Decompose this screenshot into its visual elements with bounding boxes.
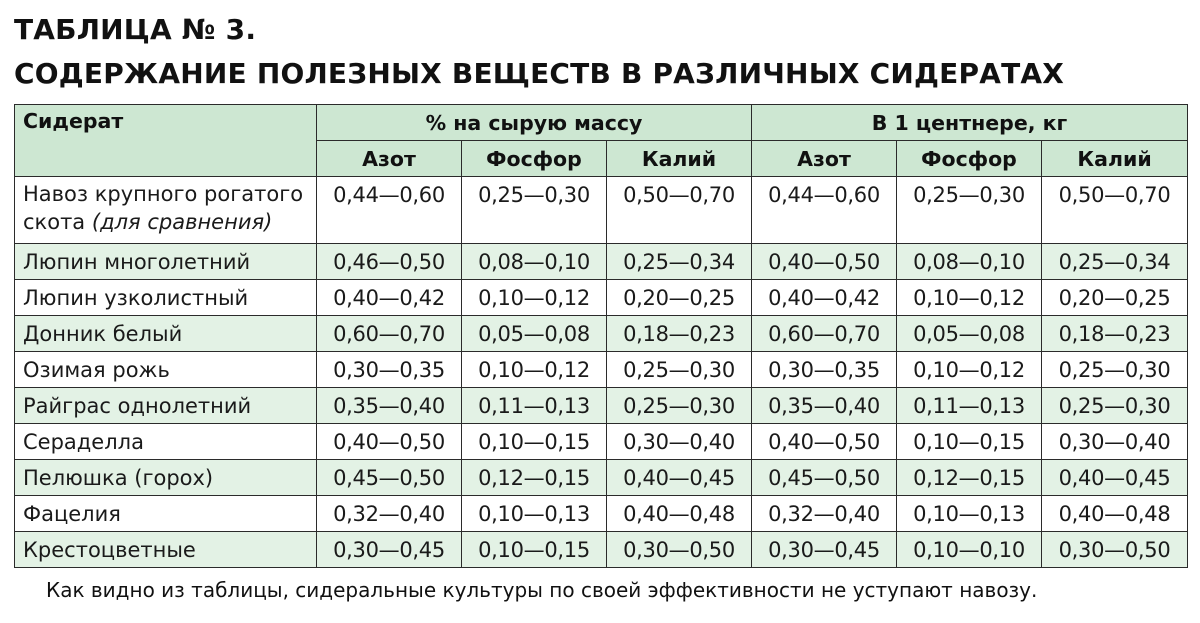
value-cell: 0,10—0,15 [897,424,1042,460]
siderat-name: Озимая рожь [23,357,170,382]
siderat-name: Донник белый [23,321,183,346]
siderat-name: Пелюшка (горох) [23,465,214,490]
table-row [15,352,1188,388]
siderat-note: (для сравнения) [91,210,273,234]
value-cell: 0,25—0,30 [462,177,607,244]
siderat-name-cell [15,280,317,316]
value-cell: 0,25—0,30 [1042,352,1188,388]
value-cell: 0,25—0,30 [897,177,1042,244]
value-cell: 0,44—0,60 [317,177,462,244]
value-cell: 0,30—0,50 [607,532,752,568]
value-cell: 0,10—0,12 [462,352,607,388]
value-cell: 0,40—0,42 [317,280,462,316]
value-cell: 0,25—0,30 [607,352,752,388]
value-cell: 0,08—0,10 [462,244,607,280]
value-cell: 0,35—0,40 [317,388,462,424]
siderat-name-cell [15,424,317,460]
value-cell: 0,50—0,70 [1042,177,1188,244]
group-header-per-centner: В 1 центнере, кг [752,105,1188,141]
value-cell: 0,45—0,50 [317,460,462,496]
sub-header-phosphorus: Фосфор [462,141,607,177]
value-cell: 0,40—0,45 [1042,460,1188,496]
value-cell: 0,05—0,08 [462,316,607,352]
value-cell: 0,10—0,12 [462,280,607,316]
value-cell: 0,45—0,50 [752,460,897,496]
sub-header-nitrogen: Азот [752,141,897,177]
value-cell: 0,30—0,50 [1042,532,1188,568]
siderat-name: Райграс однолетний [23,393,252,418]
value-cell: 0,60—0,70 [752,316,897,352]
table-row [15,280,1188,316]
value-cell: 0,40—0,48 [1042,496,1188,532]
value-cell: 0,05—0,08 [897,316,1042,352]
value-cell: 0,40—0,50 [752,244,897,280]
value-cell: 0,11—0,13 [462,388,607,424]
siderat-name-cell [15,352,317,388]
value-cell: 0,40—0,42 [752,280,897,316]
nutrients-table [14,104,1188,568]
value-cell: 0,10—0,13 [462,496,607,532]
siderat-name: Фацелия [23,501,121,526]
value-cell: 0,35—0,40 [752,388,897,424]
column-header-siderat: Сидерат [15,105,317,177]
siderat-name-cell [15,532,317,568]
footnote: Как видно из таблицы, сидеральные культуры по своей эффективности не уступают навозу. [46,578,1038,602]
siderat-name: Люпин узколистный [23,285,249,310]
siderat-name-cell [15,496,317,532]
sub-header-phosphorus: Фосфор [897,141,1042,177]
value-cell: 0,10—0,10 [897,532,1042,568]
value-cell: 0,10—0,15 [462,424,607,460]
table-number-title: ТАБЛИЦА № 3. [14,13,257,46]
table-row [15,460,1188,496]
sub-header-potassium: Калий [1042,141,1188,177]
siderat-name-cell [15,316,317,352]
value-cell: 0,10—0,12 [897,352,1042,388]
sub-header-potassium: Калий [607,141,752,177]
table-caption-title: СОДЕРЖАНИЕ ПОЛЕЗНЫХ ВЕЩЕСТВ В РАЗЛИЧНЫХ СИДЕРАТАХ [14,57,1065,90]
siderat-name: Навоз крупного рогатого скота [23,182,304,234]
siderat-name-cell [15,388,317,424]
value-cell: 0,60—0,70 [317,316,462,352]
value-cell: 0,12—0,15 [897,460,1042,496]
table-row [15,424,1188,460]
siderat-name-cell [15,460,317,496]
value-cell: 0,40—0,50 [317,424,462,460]
value-cell: 0,32—0,40 [317,496,462,532]
value-cell: 0,40—0,50 [752,424,897,460]
value-cell: 0,30—0,35 [317,352,462,388]
value-cell: 0,40—0,48 [607,496,752,532]
value-cell: 0,18—0,23 [607,316,752,352]
value-cell: 0,25—0,34 [1042,244,1188,280]
siderat-name: Люпин многолетний [23,249,251,274]
table-row [15,177,1188,244]
value-cell: 0,18—0,23 [1042,316,1188,352]
siderat-name: Сераделла [23,429,144,454]
value-cell: 0,25—0,34 [607,244,752,280]
value-cell: 0,20—0,25 [607,280,752,316]
value-cell: 0,20—0,25 [1042,280,1188,316]
value-cell: 0,10—0,12 [897,280,1042,316]
value-cell: 0,12—0,15 [462,460,607,496]
value-cell: 0,30—0,45 [752,532,897,568]
value-cell: 0,25—0,30 [1042,388,1188,424]
value-cell: 0,40—0,45 [607,460,752,496]
table-row [15,496,1188,532]
value-cell: 0,30—0,35 [752,352,897,388]
sub-header-nitrogen: Азот [317,141,462,177]
value-cell: 0,46—0,50 [317,244,462,280]
value-cell: 0,08—0,10 [897,244,1042,280]
table-row [15,388,1188,424]
table-row [15,532,1188,568]
value-cell: 0,32—0,40 [752,496,897,532]
table-row [15,316,1188,352]
value-cell: 0,10—0,15 [462,532,607,568]
siderat-name: Крестоцветные [23,537,196,562]
value-cell: 0,25—0,30 [607,388,752,424]
siderat-name-cell [15,244,317,280]
value-cell: 0,30—0,45 [317,532,462,568]
value-cell: 0,10—0,13 [897,496,1042,532]
value-cell: 0,50—0,70 [607,177,752,244]
value-cell: 0,30—0,40 [1042,424,1188,460]
table-row [15,244,1188,280]
value-cell: 0,44—0,60 [752,177,897,244]
value-cell: 0,30—0,40 [607,424,752,460]
group-header-raw-mass: % на сырую массу [317,105,752,141]
siderat-name-cell [15,177,317,244]
value-cell: 0,11—0,13 [897,388,1042,424]
